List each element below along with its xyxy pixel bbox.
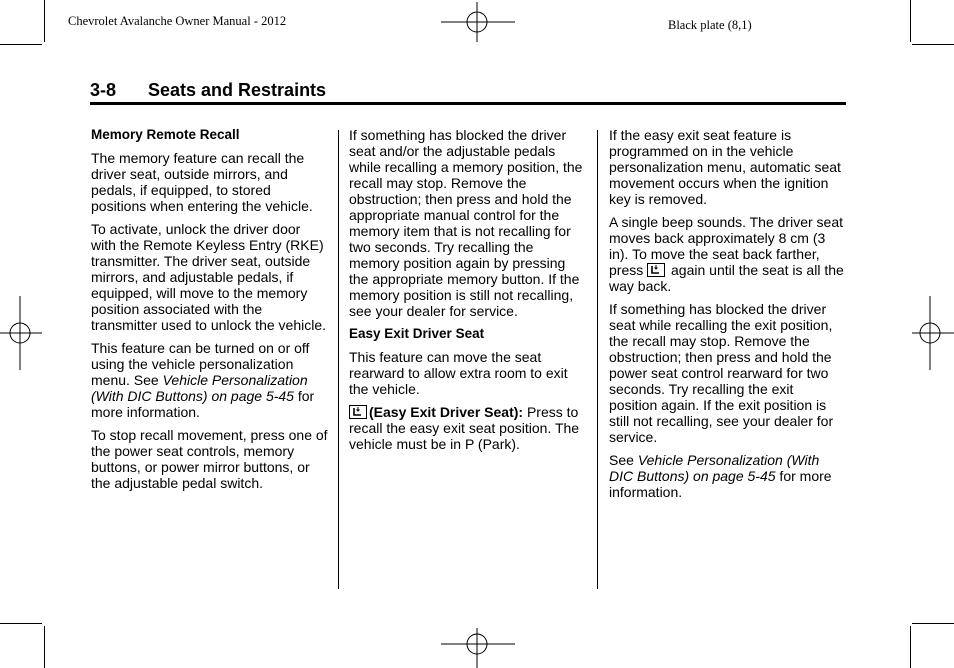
section-rule — [90, 102, 846, 105]
paragraph: If the easy exit seat feature is programmed on in the vehicle personalization menu, automatic seat movement occurs when the ignition key is removed. — [609, 127, 841, 207]
paragraph: If something has blocked the driver seat and/or the adjustable pedals while recalling a memory position, the recall may stop. Remove the obstruction; then press and hold the appropriate manual control for the memory item that is not recalling for two seconds. Try recalling the memory position again by pressing the appropriate memory button. If the memory position is still not recalling, see your dealer for service. — [349, 127, 583, 319]
heading-memory-remote-recall: Memory Remote Recall — [91, 127, 240, 142]
text: again until the seat is all the way back. — [609, 262, 844, 294]
paragraph — [349, 404, 585, 452]
crop-mark — [44, 0, 45, 42]
paragraph — [609, 214, 845, 294]
crop-mark — [910, 0, 911, 42]
control-label: (Easy Exit Driver Seat): — [369, 404, 524, 420]
registration-mark-icon — [910, 296, 954, 370]
column-2 — [349, 127, 585, 459]
text: Press to recall the easy exit seat position. The vehicle must be in P (Park). — [349, 404, 580, 452]
paragraph — [609, 452, 845, 500]
text: See — [609, 452, 638, 468]
column-3 — [609, 127, 845, 507]
paragraph — [91, 340, 329, 420]
paragraph: This feature can move the seat rearward to allow extra room to exit the vehicle. — [349, 349, 568, 397]
crop-mark — [0, 44, 42, 45]
cross-reference-link[interactable]: Vehicle Personalization (With DIC Buttons) on page 5-45 — [609, 452, 820, 484]
paragraph: To stop recall movement, press one of the power seat controls, memory buttons, or power mirror buttons, or the adjustable pedal switch. — [91, 427, 328, 491]
text: A single beep sounds. The driver seat moves back approximately 8 cm (3 in). To move the seat back farther, press — [609, 214, 844, 278]
cross-reference-link[interactable]: Vehicle Personalization (With DIC Buttons) on page 5-45 — [91, 372, 308, 404]
column-divider — [597, 130, 598, 589]
registration-mark-icon — [0, 296, 44, 370]
text: for more information. — [91, 388, 315, 420]
manual-title: Chevrolet Avalanche Owner Manual - 2012 — [68, 14, 287, 28]
paragraph: To activate, unlock the driver door with the Remote Keyless Entry (RKE) transmitter. The driver seat, outside mirrors, and adjustable pedals, if equipped, will move to the memory position associated with the transmitter used to unlock the vehicle. — [91, 221, 327, 333]
heading-easy-exit-driver-seat: Easy Exit Driver Seat — [349, 326, 485, 341]
easy-exit-seat-icon — [349, 405, 367, 419]
crop-mark — [912, 623, 954, 624]
section-number: 3-8 — [90, 80, 117, 100]
paragraph: The memory feature can recall the driver seat, outside mirrors, and pedals, if equipped, to stored positions when entering the vehicle. — [91, 150, 313, 214]
section-title: Seats and Restraints — [148, 80, 327, 100]
text: for more information. — [609, 468, 832, 500]
text: This feature can be turned on or off using the vehicle personalization menu. See — [91, 340, 310, 388]
registration-mark-icon — [441, 624, 515, 668]
paragraph: If something has blocked the driver seat while recalling the exit position, the recall may stop. Remove the obstruction; then press and hold the power seat control rearward for two seconds. Try recalling the exit position again. If the exit position is still not recalling, see your dealer for service. — [609, 301, 834, 445]
column-divider — [338, 130, 339, 589]
column-1 — [91, 127, 329, 498]
section-heading — [90, 80, 326, 101]
plate-label: Black plate (8,1) — [668, 18, 752, 32]
registration-mark-icon — [441, 2, 515, 44]
crop-mark — [0, 623, 42, 624]
crop-mark — [44, 626, 45, 668]
easy-exit-seat-icon — [647, 263, 665, 277]
crop-mark — [910, 626, 911, 668]
crop-mark — [912, 44, 954, 45]
